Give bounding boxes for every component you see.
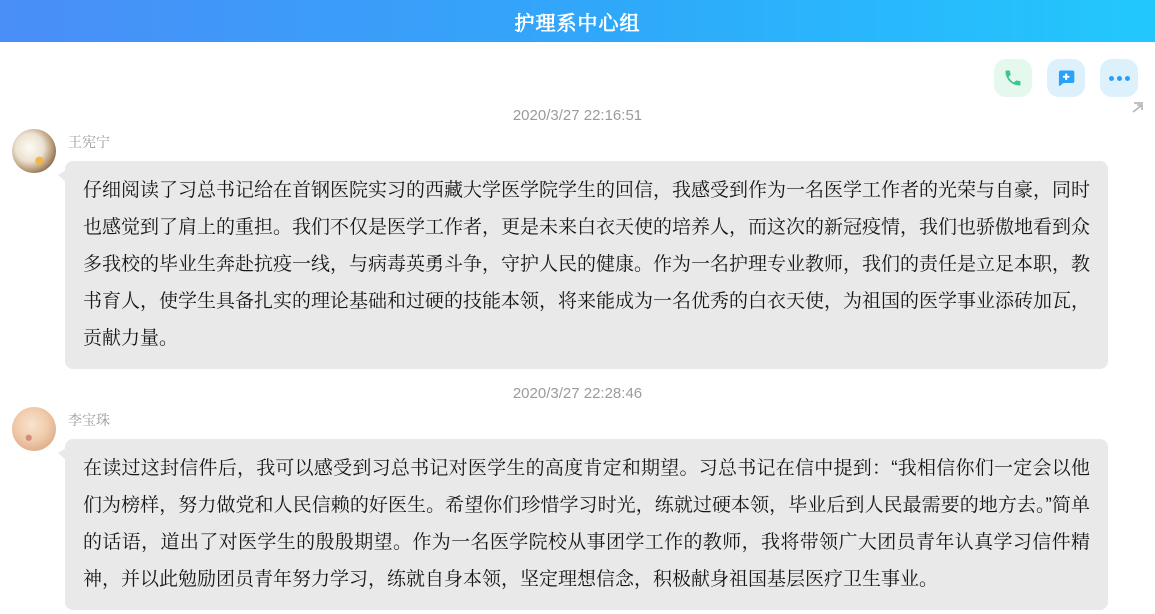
message-bubble[interactable]: 在读过这封信件后，我可以感受到习总书记对医学生的高度肯定和期望。习总书记在信中提到：“我相信你们一定会以他们为榜样，努力做党和人民信赖的好医生。希望你们珍惜学习时光，练就过硬本领，毕业后到人民最需要的地方去。”简单的话语，道出了对医学生的殷殷期望。作为一名医学院校从事团学工作的教师，我将带领广大团员青年认真学习信件精神，并以此勉励团员青年努力学习，练就自身本领，坚定理想信念，积极献身祖国基层医疗卫生事业。: [65, 439, 1108, 610]
message-bubble[interactable]: 仔细阅读了习总书记给在首钢医院实习的西藏大学医学院学生的回信，我感受到作为一名医学工作者的光荣与自豪，同时也感觉到了肩上的重担。我们不仅是医学工作者，更是未来白衣天使的培养人，而这次的新冠疫情，我们也骄傲地看到众多我校的毕业生奔赴抗疫一线，与病毒英勇斗争，守护人民的健康。作为一名护理专业教师，我们的责任是立足本职，教书育人，使学生具备扎实的理论基础和过硬的技能本领，将来能成为一名优秀的白衣天使，为祖国的医学事业添砖加瓦，贡献力量。: [65, 161, 1108, 369]
group-title: 护理系中心组: [514, 12, 641, 35]
avatar-wang-xianning[interactable]: [12, 129, 56, 173]
sender-name: 王宪宁: [68, 134, 110, 150]
message-timestamp: 2020/3/27 22:16:51: [512, 107, 643, 124]
message-row: [0, 128, 1155, 369]
phone-icon: [1003, 68, 1023, 88]
three-dots-icon: [1109, 76, 1130, 81]
new-chat-button[interactable]: [1047, 59, 1085, 97]
avatar-li-baozhu[interactable]: [12, 407, 56, 451]
chat-header: [0, 0, 1155, 42]
message-row: [0, 406, 1155, 610]
collapse-panel-icon[interactable]: [1129, 97, 1147, 115]
more-button[interactable]: [1100, 59, 1138, 97]
toolbar: [0, 42, 1155, 98]
message-body: [65, 406, 1108, 610]
sender-name: 李宝珠: [68, 412, 110, 428]
voice-call-button[interactable]: [994, 59, 1032, 97]
speech-bubble-plus-icon: [1056, 68, 1076, 88]
message-body: [65, 128, 1108, 369]
message-timestamp: 2020/3/27 22:28:46: [512, 385, 643, 402]
